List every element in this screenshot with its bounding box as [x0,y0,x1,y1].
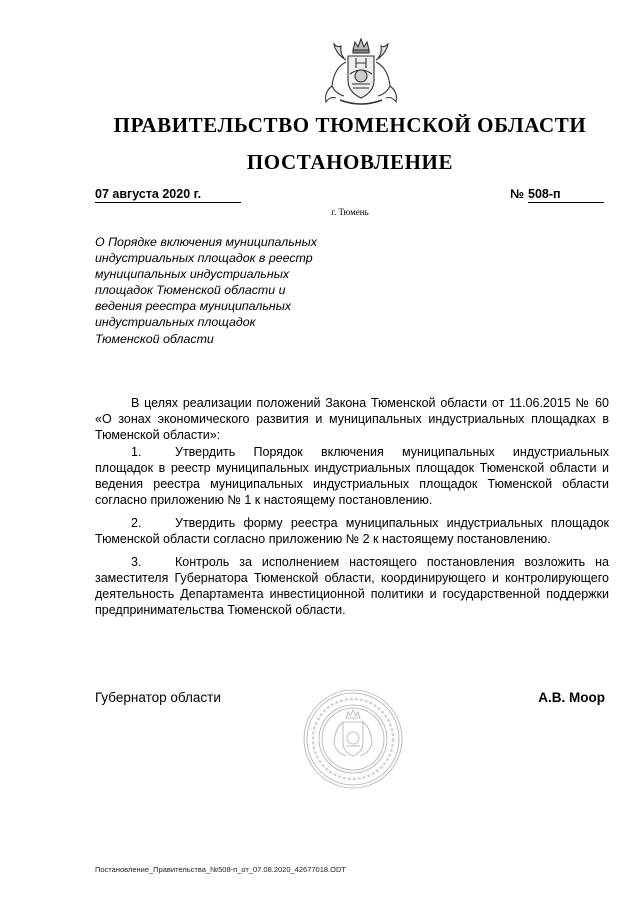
item-text: Контроль за исполнением настоящего постановления возложить на заместителя Губернатора Тюменской области, координирующего и контролирующего деятельность Департамента инвестиционной политики и государственной поддержки предпринимательства Тюменской области. [95,554,609,618]
item-text: Утвердить форму реестра муниципальных индустриальных площадок Тюменской области согласно приложению № 2 к настоящему постановлению. [95,515,609,547]
signer-title: Губернатор области [95,690,221,705]
subject-line: О Порядке включения муниципальных [95,235,317,249]
document-subject [95,234,365,347]
document-type: ПОСТАНОВЛЕНИЕ [246,150,454,174]
subject-line: ведения реестра муниципальных [95,299,292,314]
government-title: ПРАВИТЕЛЬСТВО ТЮМЕНСКОЙ ОБЛАСТИ [113,113,587,137]
official-seal-stamp-icon [302,688,404,790]
subject-line: муниципальных индустриальных [95,267,290,282]
subject-line: Тюменской области [95,331,214,346]
document-date: 07 августа 2020 г. [95,187,241,203]
resolution-item-2 [95,515,609,547]
resolution-item-1 [95,444,609,509]
item-number: 2. [131,515,142,530]
intro-paragraph: В целях реализации положений Закона Тюменской области от 11.06.2015 № 60 «О зонах экономического развития и муниципальных индустриальных площадках в Тюменской области»: [95,396,609,443]
resolution-item-3 [95,554,609,619]
item-number: 3. [131,554,142,569]
document-number: 508-п [528,187,604,203]
subject-line: площадок Тюменской области и [95,283,286,298]
item-number: 1. [131,444,142,459]
signer-name: А.В. Моор [538,690,605,705]
tyumen-coat-of-arms-icon [316,36,406,110]
subject-line: индустриальных площадок в реестр [95,251,313,266]
city-label: г. Тюмень [331,207,369,217]
document-body [95,395,609,625]
subject-line: индустриальных площадок [95,315,256,330]
footer-filename: Постановление_Правительства_№508-п_от_07.08.2020_42677018.ODT [95,865,346,874]
item-text: Утвердить Порядок включения муниципальных индустриальных площадок в реестр муниципальных индустриальных площадок Тюменской области и ведения реестра муниципальных индустриальных площадок Тюменской области согласно приложению № 1 к настоящему постановлению. [95,444,609,508]
number-sign: № [510,187,524,201]
